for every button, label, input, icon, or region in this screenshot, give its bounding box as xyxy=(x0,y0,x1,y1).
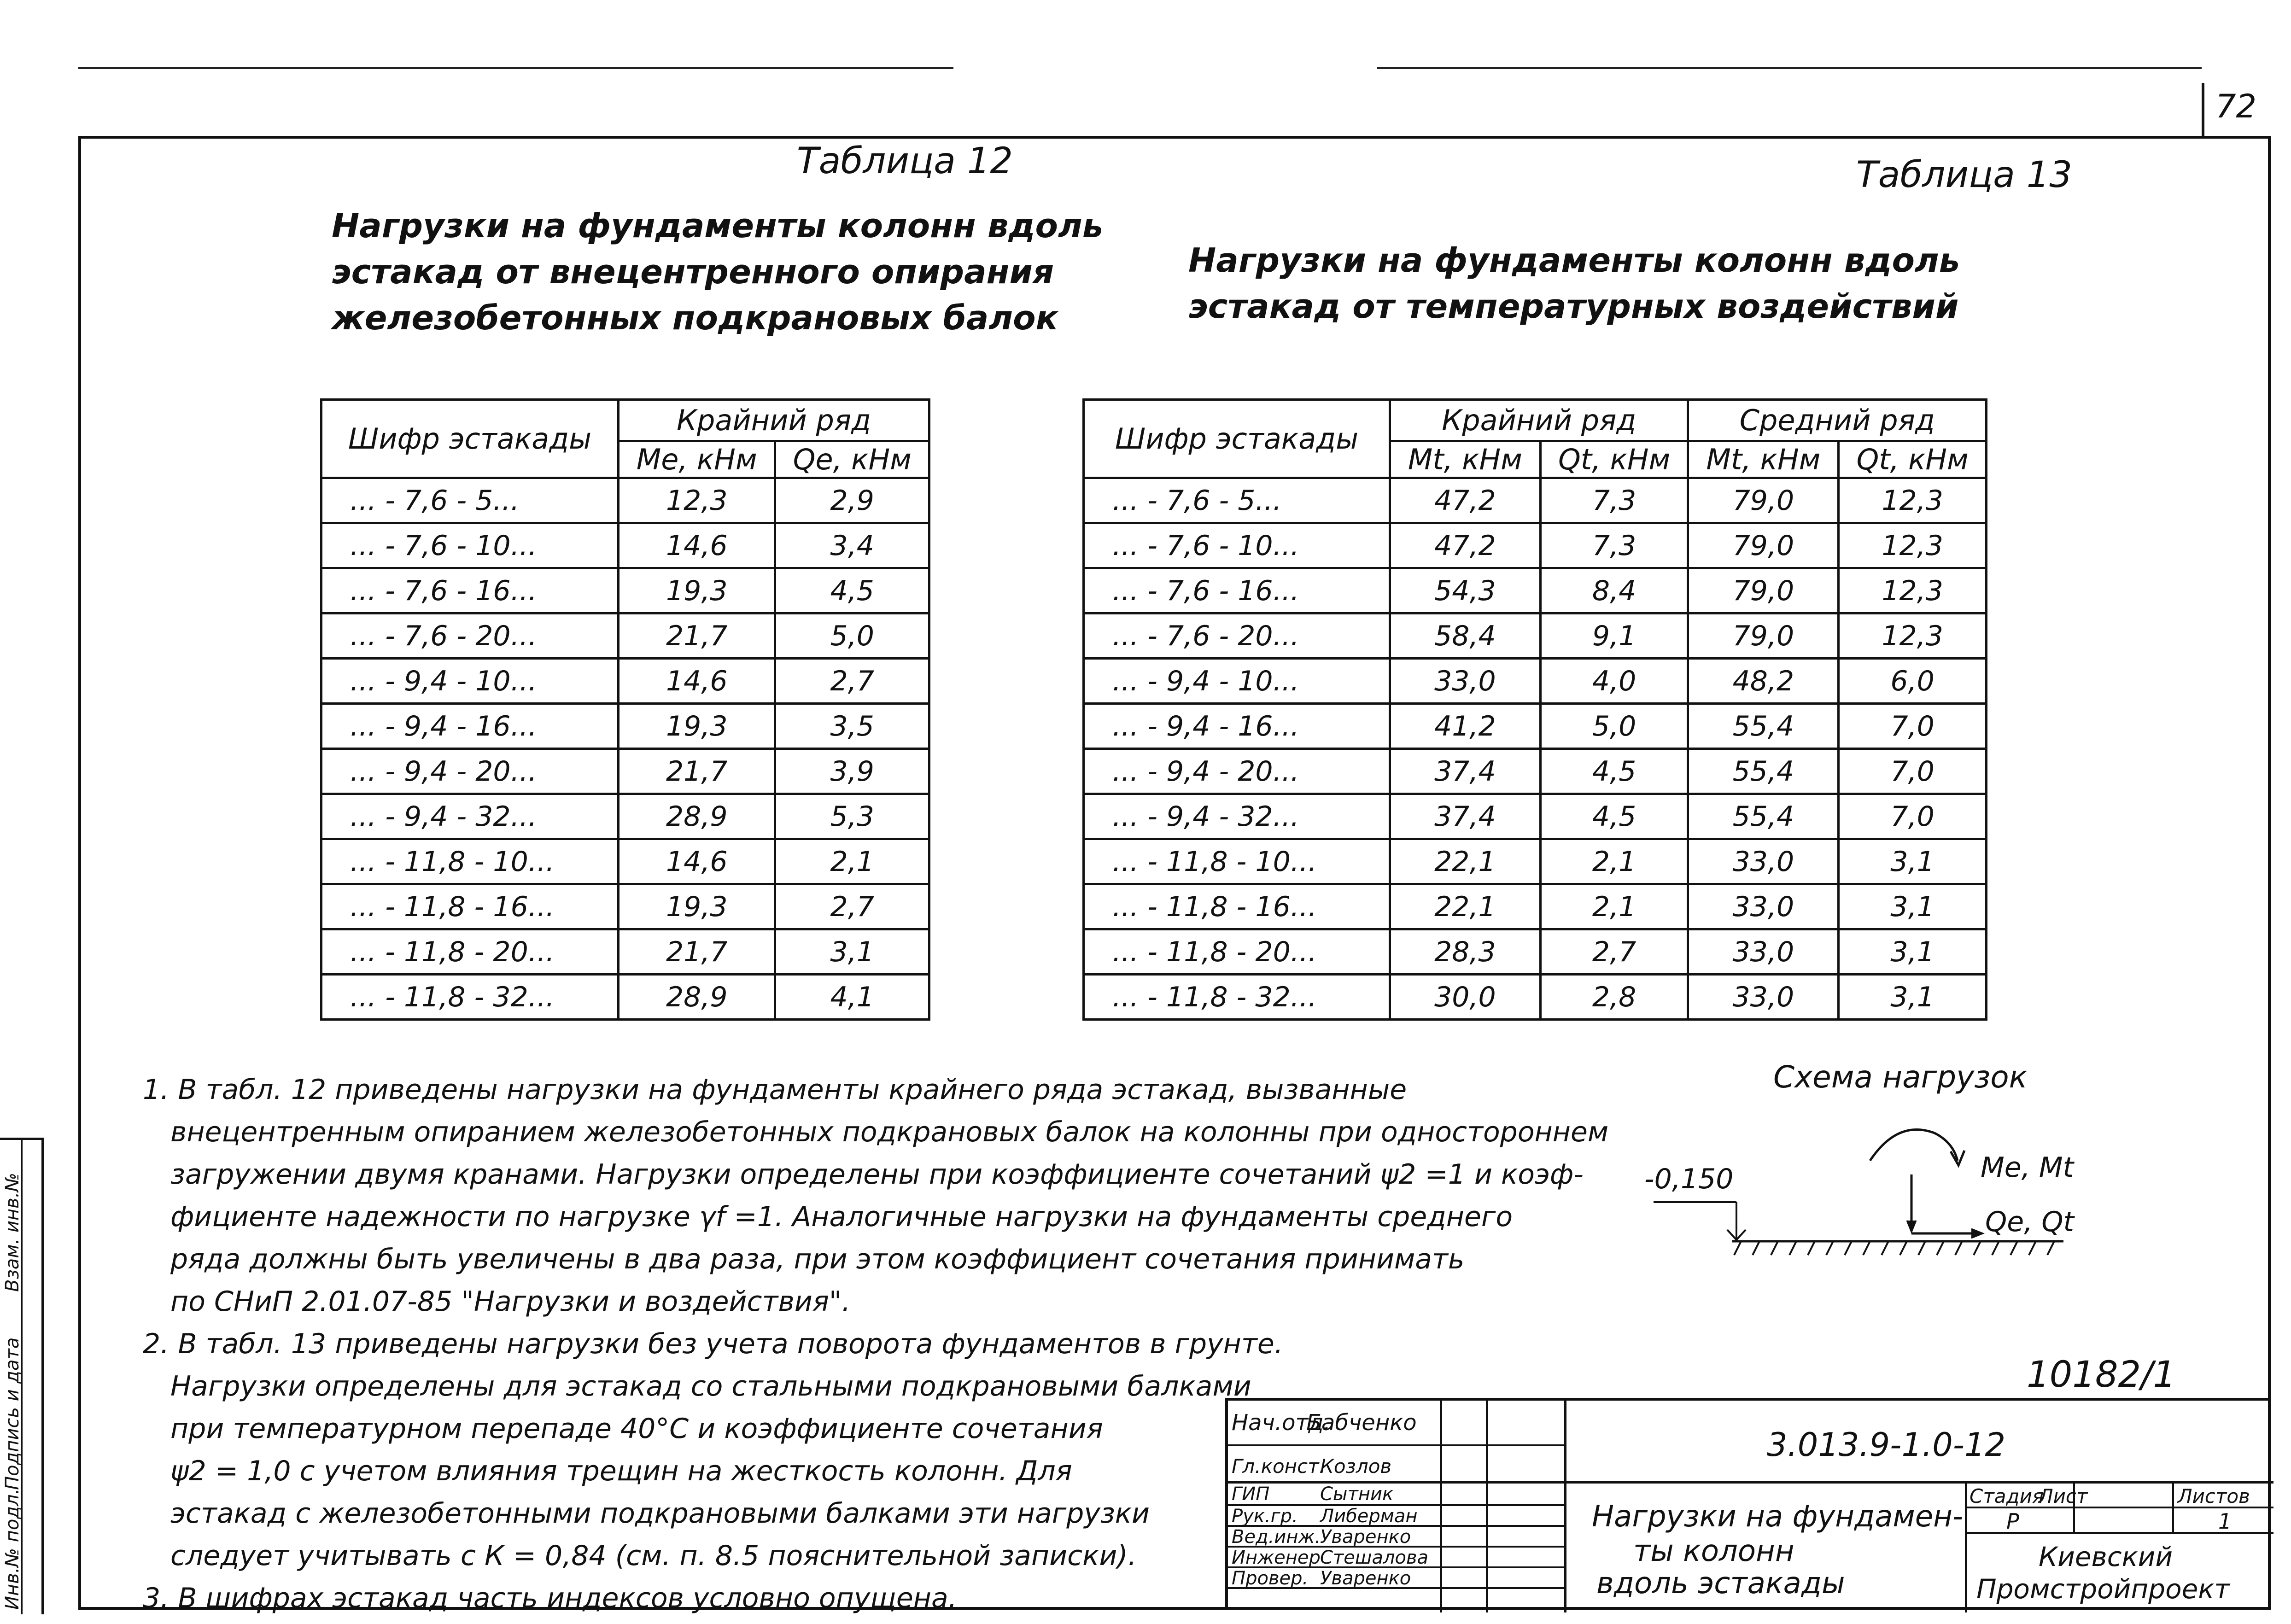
side-stamp xyxy=(0,1138,44,1614)
note-line: 3. В шифрах эстакад часть индексов условно опущена. xyxy=(143,1582,957,1614)
table12-cell: 4,1 xyxy=(775,975,929,1020)
table12-head-me: Me, кНм xyxy=(619,441,775,478)
sign-name: Уваренко xyxy=(1320,1568,1411,1589)
table13-cell: 4,5 xyxy=(1540,749,1688,794)
table13-cell: 12,3 xyxy=(1839,613,1987,659)
table13-cell: 7,0 xyxy=(1839,794,1987,839)
table12-cell: ... - 7,6 - 20... xyxy=(321,613,619,659)
side-stamp-label: Подпись и дата xyxy=(2,1337,23,1490)
table12-caption-line: Нагрузки на фундаменты колонн вдоль xyxy=(332,206,1104,245)
table12-cell: 21,7 xyxy=(619,749,775,794)
sign-name: Бабченко xyxy=(1306,1410,1417,1436)
table12 xyxy=(320,398,930,1021)
table13-cell: 5,0 xyxy=(1540,704,1688,749)
table13-head-mt-middle: Mt, кНм xyxy=(1688,441,1839,478)
table13-row xyxy=(1084,659,1987,704)
table13-row xyxy=(1084,929,1987,975)
table13-cell: 3,1 xyxy=(1839,884,1987,929)
table13-cell: ... - 9,4 - 10... xyxy=(1084,659,1390,704)
table13-cell: 33,0 xyxy=(1688,929,1839,975)
table13-row xyxy=(1084,523,1987,568)
table12-cell: 19,3 xyxy=(619,568,775,613)
sign-name: Стешалова xyxy=(1320,1547,1429,1568)
table13-cell: 2,8 xyxy=(1540,975,1688,1020)
table12-row xyxy=(321,749,929,794)
table12-cell: 2,7 xyxy=(775,659,929,704)
table12-row xyxy=(321,659,929,704)
table13-cell: 55,4 xyxy=(1688,749,1839,794)
table13-row xyxy=(1084,839,1987,884)
table13-cell: 79,0 xyxy=(1688,523,1839,568)
table13-caption-line: Нагрузки на фундаменты колонн вдоль xyxy=(1188,241,1960,280)
table12-cell: 12,3 xyxy=(619,478,775,523)
table13-head-qt-middle: Qt, кНм xyxy=(1839,441,1987,478)
ground-hatch xyxy=(1734,1241,2054,1255)
table12-cell: 19,3 xyxy=(619,704,775,749)
table13-label: Таблица 13 xyxy=(1856,154,2073,196)
table13-cell: 22,1 xyxy=(1390,839,1541,884)
note-line: эстакад с железобетонными подкрановыми балками эти нагрузки xyxy=(170,1497,1150,1530)
table13-cell: 33,0 xyxy=(1390,659,1541,704)
note-line: ряда должны быть увеличены в два раза, при этом коэффициент сочетания принимать xyxy=(170,1243,1465,1275)
top-border-line-right xyxy=(1377,67,2202,69)
table13-cell: 54,3 xyxy=(1390,568,1541,613)
table12-cell: ... - 11,8 - 16... xyxy=(321,884,619,929)
sign-role: Вед.инж. xyxy=(1232,1526,1321,1548)
table12-cell: 3,9 xyxy=(775,749,929,794)
sign-name: Уваренко xyxy=(1320,1526,1411,1548)
table12-cell: 2,9 xyxy=(775,478,929,523)
table12-cell: ... - 7,6 - 5... xyxy=(321,478,619,523)
table13-cell: 79,0 xyxy=(1688,478,1839,523)
shear-arrowhead xyxy=(1971,1229,1983,1238)
note-line: 1. В табл. 12 приведены нагрузки на фундаменты крайнего ряда эстакад, вызванные xyxy=(143,1074,1407,1106)
table12-cell: 3,1 xyxy=(775,929,929,975)
table12-cell: ... - 7,6 - 16... xyxy=(321,568,619,613)
table13-cell: 55,4 xyxy=(1688,704,1839,749)
stage-value: Р xyxy=(2006,1509,2019,1534)
sheet-title-line: вдоль эстакады xyxy=(1596,1566,1845,1601)
table12-caption xyxy=(332,203,1103,341)
table12-row xyxy=(321,794,929,839)
table13-cell: ... - 7,6 - 5... xyxy=(1084,478,1390,523)
table13-cell: 79,0 xyxy=(1688,613,1839,659)
column-axis-arrow xyxy=(1907,1221,1916,1232)
table12-cell: ... - 9,4 - 16... xyxy=(321,704,619,749)
table13-head-group-edge: Крайний ряд xyxy=(1390,400,1688,441)
table12-cell: 5,3 xyxy=(775,794,929,839)
sheet-label: Лист xyxy=(2039,1485,2088,1507)
table12-cell: 21,7 xyxy=(619,613,775,659)
table13-cell: 8,4 xyxy=(1540,568,1688,613)
table12-cell: 21,7 xyxy=(619,929,775,975)
table13-cell: ... - 9,4 - 32... xyxy=(1084,794,1390,839)
table13-cell: 41,2 xyxy=(1390,704,1541,749)
table13-cell: 4,0 xyxy=(1540,659,1688,704)
table12-cell: 4,5 xyxy=(775,568,929,613)
note-line: фициенте надежности по нагрузке γf =1. Аналогичные нагрузки на фундаменты среднего xyxy=(170,1201,1513,1233)
table13-row xyxy=(1084,568,1987,613)
table13-cell: 7,3 xyxy=(1540,523,1688,568)
table13-cell: 3,1 xyxy=(1839,839,1987,884)
table13-cell: 12,3 xyxy=(1839,478,1987,523)
organization-line: Киевский xyxy=(2039,1541,2173,1572)
table12-cell: 19,3 xyxy=(619,884,775,929)
table12-label: Таблица 12 xyxy=(797,140,1013,182)
side-stamp-label: Взам. инв.№ xyxy=(2,1173,23,1292)
table12-cell: 2,1 xyxy=(775,839,929,884)
sign-role: Провер. xyxy=(1232,1568,1309,1589)
stamp-divider xyxy=(1564,1401,1566,1612)
stage-label: Стадия xyxy=(1970,1485,2044,1507)
table13-cell: 7,3 xyxy=(1540,478,1688,523)
table13-cell: 33,0 xyxy=(1688,975,1839,1020)
table13-head-mt-edge: Mt, кНм xyxy=(1390,441,1541,478)
table13-cell: 2,1 xyxy=(1540,884,1688,929)
note-line: при температурном перепаде 40°С и коэффициенте сочетания xyxy=(170,1413,1103,1445)
table13-cell: 6,0 xyxy=(1839,659,1987,704)
table13-cell: 2,1 xyxy=(1540,839,1688,884)
sheets-label: Листов xyxy=(2178,1485,2250,1507)
table12-row xyxy=(321,929,929,975)
table13-head-group-middle: Средний ряд xyxy=(1688,400,1987,441)
table13-cell: ... - 7,6 - 10... xyxy=(1084,523,1390,568)
table12-cell: ... - 11,8 - 10... xyxy=(321,839,619,884)
title-block xyxy=(1225,1398,2271,1610)
table12-caption-line: железобетонных подкрановых балок xyxy=(332,298,1058,337)
sheet-title-line: ты колонн xyxy=(1633,1534,1794,1568)
table12-row xyxy=(321,523,929,568)
table13-row xyxy=(1084,704,1987,749)
scheme-title: Схема нагрузок xyxy=(1773,1059,2028,1095)
table12-cell: 28,9 xyxy=(619,794,775,839)
table12-cell: 14,6 xyxy=(619,839,775,884)
table13-cell: ... - 7,6 - 20... xyxy=(1084,613,1390,659)
table12-row xyxy=(321,884,929,929)
table13-cell: 37,4 xyxy=(1390,749,1541,794)
note-line: ψ2 = 1,0 с учетом влияния трещин на жесткость колонн. Для xyxy=(170,1455,1072,1487)
stamp-divider xyxy=(1965,1481,1967,1612)
table12-cell: 5,0 xyxy=(775,613,929,659)
table13-cell: 4,5 xyxy=(1540,794,1688,839)
sign-name: Сытник xyxy=(1320,1484,1394,1505)
note-line: следует учитывать с К = 0,84 (см. п. 8.5 пояснительной записки). xyxy=(170,1540,1137,1572)
table12-cell: 14,6 xyxy=(619,659,775,704)
table12-cell: ... - 9,4 - 10... xyxy=(321,659,619,704)
sheet-title-line: Нагрузки на фундамен- xyxy=(1592,1500,1963,1534)
table12-cell: 3,4 xyxy=(775,523,929,568)
sign-role: Нач.отд. xyxy=(1232,1410,1331,1436)
table13-cell: 79,0 xyxy=(1688,568,1839,613)
sign-role: Инженер xyxy=(1232,1547,1321,1568)
stamp-divider xyxy=(1440,1401,1442,1612)
table12-row xyxy=(321,975,929,1020)
stamp-divider xyxy=(1486,1401,1488,1612)
table13-cell: 47,2 xyxy=(1390,478,1541,523)
table13-cell: 3,1 xyxy=(1839,929,1987,975)
table13-cell: 12,3 xyxy=(1839,523,1987,568)
table13-cell: 37,4 xyxy=(1390,794,1541,839)
scheme-level-label: -0,150 xyxy=(1644,1163,1734,1195)
top-border-line xyxy=(78,67,953,69)
table12-row xyxy=(321,704,929,749)
table13-cell: 12,3 xyxy=(1839,568,1987,613)
table13-cell: 30,0 xyxy=(1390,975,1541,1020)
inventory-number: 10182/1 xyxy=(2027,1354,2176,1396)
table12-body xyxy=(321,478,929,1020)
sign-role: Рук.гр. xyxy=(1232,1506,1298,1527)
table13-body xyxy=(1084,478,1987,1020)
table12-head-qe: Qe, кНм xyxy=(775,441,929,478)
table12-caption-line: эстакад от внецентренного опирания xyxy=(332,252,1054,291)
table13-cell: 7,0 xyxy=(1839,749,1987,794)
sign-role: ГИП xyxy=(1232,1484,1270,1505)
table12-head-group: Крайний ряд xyxy=(619,400,929,441)
table13-cell: 48,2 xyxy=(1688,659,1839,704)
table12-cell: ... - 11,8 - 32... xyxy=(321,975,619,1020)
side-stamp-label: Инв.№ подл. xyxy=(2,1488,23,1610)
table13-row xyxy=(1084,975,1987,1020)
sign-name: Козлов xyxy=(1320,1455,1392,1478)
table13-caption-line: эстакад от температурных воздействий xyxy=(1188,287,1959,326)
table13-cell: 47,2 xyxy=(1390,523,1541,568)
table13-head-qt-edge: Qt, кНм xyxy=(1540,441,1688,478)
table13-row xyxy=(1084,794,1987,839)
note-line: 2. В табл. 13 приведены нагрузки без учета поворота фундаментов в грунте. xyxy=(143,1328,1283,1360)
table12-cell: 3,5 xyxy=(775,704,929,749)
table13-row xyxy=(1084,749,1987,794)
table13-cell: ... - 9,4 - 20... xyxy=(1084,749,1390,794)
table12-row xyxy=(321,568,929,613)
table13-row xyxy=(1084,613,1987,659)
table13-cell: ... - 11,8 - 20... xyxy=(1084,929,1390,975)
table12-cell: ... - 9,4 - 20... xyxy=(321,749,619,794)
table13-cell: 55,4 xyxy=(1688,794,1839,839)
table13-cell: 9,1 xyxy=(1540,613,1688,659)
table13-row xyxy=(1084,478,1987,523)
table13-cell: 22,1 xyxy=(1390,884,1541,929)
scheme-shear-label: Qe, Qt xyxy=(1985,1206,2075,1238)
note-line: внецентренным опиранием железобетонных подкрановых балок на колонны при одностороннем xyxy=(170,1116,1609,1148)
table13-caption xyxy=(1188,237,1960,329)
table12-head-code: Шифр эстакады xyxy=(321,400,619,478)
table12-row xyxy=(321,839,929,884)
table12-cell: 14,6 xyxy=(619,523,775,568)
table13-cell: 33,0 xyxy=(1688,884,1839,929)
table13-cell: ... - 11,8 - 32... xyxy=(1084,975,1390,1020)
sign-role: Гл.конст. xyxy=(1232,1455,1326,1478)
table13-cell: ... - 11,8 - 16... xyxy=(1084,884,1390,929)
scheme-moment-label: Me, Mt xyxy=(1981,1151,2074,1184)
table13-row xyxy=(1084,884,1987,929)
load-scheme-diagram xyxy=(1612,1119,2096,1271)
organization-line: Промстройпроект xyxy=(1976,1573,2230,1605)
table13-cell: ... - 7,6 - 16... xyxy=(1084,568,1390,613)
table12-row xyxy=(321,478,929,523)
stamp-divider xyxy=(2172,1481,2174,1532)
moment-arc xyxy=(1870,1130,1958,1161)
table13-cell: 3,1 xyxy=(1839,975,1987,1020)
table13-cell: 28,3 xyxy=(1390,929,1541,975)
table12-cell: ... - 7,6 - 10... xyxy=(321,523,619,568)
table12-cell: 2,7 xyxy=(775,884,929,929)
table13 xyxy=(1082,398,1987,1021)
note-line: Нагрузки определены для эстакад со стальными подкрановыми балками xyxy=(170,1370,1251,1402)
table12-cell: ... - 11,8 - 20... xyxy=(321,929,619,975)
table13-cell: ... - 9,4 - 16... xyxy=(1084,704,1390,749)
document-designation: 3.013.9-1.0-12 xyxy=(1767,1426,2006,1464)
stamp-row-line xyxy=(1228,1444,1564,1446)
table13-cell: 7,0 xyxy=(1839,704,1987,749)
table12-cell: 28,9 xyxy=(619,975,775,1020)
page-number: 72 xyxy=(2215,88,2257,125)
table12-row xyxy=(321,613,929,659)
note-line: по СНиП 2.01.07-85 "Нагрузки и воздействия". xyxy=(170,1285,851,1318)
table12-cell: ... - 9,4 - 32... xyxy=(321,794,619,839)
sheets-value: 1 xyxy=(2218,1509,2232,1534)
table13-cell: ... - 11,8 - 10... xyxy=(1084,839,1390,884)
table13-cell: 2,7 xyxy=(1540,929,1688,975)
table13-cell: 58,4 xyxy=(1390,613,1541,659)
sign-name: Либерман xyxy=(1320,1506,1418,1527)
table13-head-code: Шифр эстакады xyxy=(1084,400,1390,478)
note-line: загружении двумя кранами. Нагрузки определены при коэффициенте сочетаний ψ2 =1 и коэф- xyxy=(170,1158,1584,1191)
table13-cell: 33,0 xyxy=(1688,839,1839,884)
